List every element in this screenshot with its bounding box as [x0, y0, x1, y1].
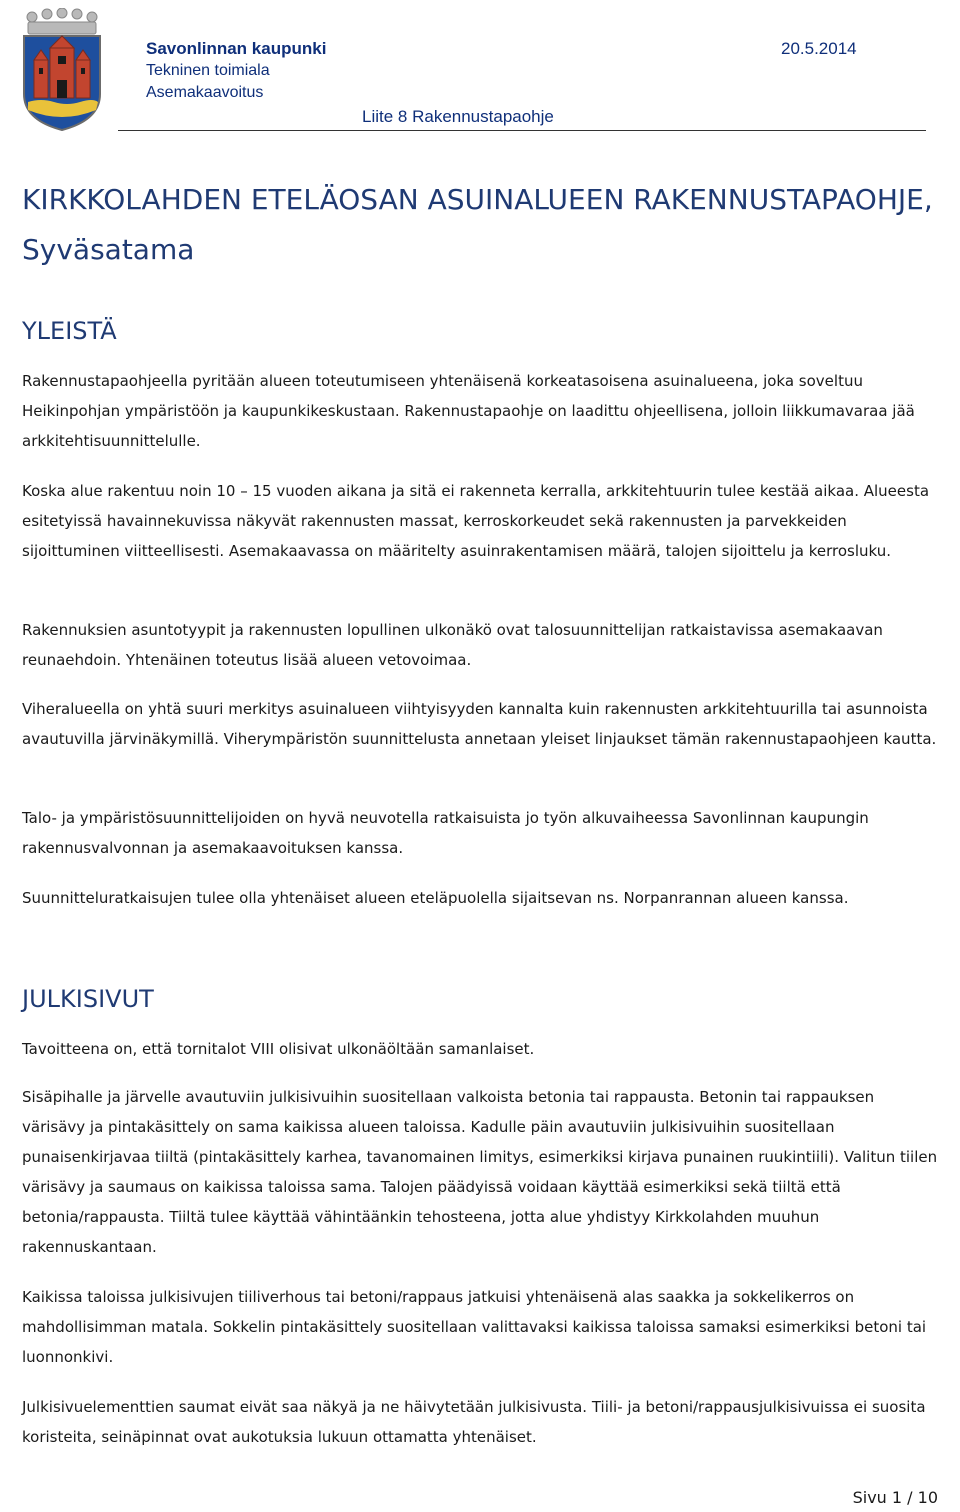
department-name: Tekninen toimiala — [146, 62, 270, 79]
section-heading-julkisivut: JULKISIVUT — [22, 985, 154, 1013]
appendix-label: Liite 8 Rakennustapaohje — [362, 107, 554, 126]
organization-block — [146, 38, 326, 104]
section-heading-yleista: YLEISTÄ — [22, 317, 117, 345]
savonlinna-coat-of-arms-icon — [20, 8, 104, 132]
document-title-line2: Syväsatama — [22, 233, 195, 266]
paragraph: Sisäpihalle ja järvelle avautuviin julkisivuihin suositellaan valkoista betonia tai rappausta. Betonin tai rappauksen värisävy ja pintakäsittely on sama kaikissa alueen taloissa. Kadulle päin avautuviin julkisivuihin suositellaan punaisenkirjavaa tiiltä (pintakäsittely karhea, tavanomainen limitys, esimerkiksi kirjava punainen ruukintiili). Valitun tiilen värisävy ja saumaus on kaikissa taloissa sama. Talojen päädyissä voidaan käyttää esimerkiksi sekä tiiltä että betonia/rappausta. Tiiltä tulee käyttää vähintäänkin tehosteena, jotta alue yhdistyy Kirkkolahden muuhun rakennuskantaan. — [22, 1088, 938, 1256]
paragraph: Viheralueella on yhtä suuri merkitys asuinalueen viihtyisyyden kannalta kuin rakennusten arkkitehtuurilla tai asunnoista avautuvilla järvinäkymillä. Viherympäristön suunnittelusta annetaan yleiset linjaukset tämän rakennustapaohjeen kautta. — [22, 700, 937, 748]
page-number: Sivu 1 / 10 — [852, 1488, 938, 1507]
paragraph: Suunnitteluratkaisujen tulee olla yhtenäiset alueen eteläpuolella sijaitsevan ns. Norpanrannan alueen kanssa. — [22, 889, 849, 907]
paragraph: Rakennustapaohjeella pyritään alueen toteutumiseen yhtenäisenä korkeatasoisena asuinalueena, joka soveltuu Heikinpohjan ympäristöön ja kaupunkikeskustaan. Rakennustapaohje on laadittu ohjeellisena, jolloin liikkumavaraa jää arkkitehtisuunnittelulle. — [22, 372, 915, 450]
document-title-line1: KIRKKOLAHDEN ETELÄOSAN ASUINALUEEN RAKENNUSTAPAOHJE, — [22, 183, 933, 216]
paragraph: Tavoitteena on, että tornitalot VIII olisivat ulkonäöltään samanlaiset. — [22, 1040, 535, 1058]
header-divider — [118, 130, 926, 131]
paragraph: Julkisivuelementtien saumat eivät saa näkyä ja ne häivytetään julkisivusta. Tiili- ja betoni/rappausjulkisivuissa ei suosita koristeita, seinäpinnat ovat aukotuksia lukuun ottamatta yhtenäiset. — [22, 1398, 926, 1446]
organization-name: Savonlinnan kaupunki — [146, 39, 327, 58]
paragraph: Rakennuksien asuntotyypit ja rakennusten lopullinen ulkonäkö ovat talosuunnittelijan ratkaistavissa asemakaavan reunaehdoin. Yhtenäinen toteutus lisää alueen vetovoimaa. — [22, 621, 883, 669]
document-date: 20.5.2014 — [781, 39, 857, 58]
paragraph: Kaikissa taloissa julkisivujen tiiliverhous tai betoni/rappaus jatkuisi yhtenäisenä alas saakka ja sokkelikerros on mahdollisimman matala. Sokkelin pintakäsittely suositellaan valittavaksi kaikissa taloissa samaksi esimerkiksi betoni tai luonnonkivi. — [22, 1288, 927, 1366]
paragraph: Talo- ja ympäristösuunnittelijoiden on hyvä neuvotella ratkaisuista jo työn alkuvaiheessa Savonlinnan kaupungin rakennusvalvonnan ja asemakaavoituksen kanssa. — [22, 809, 869, 857]
paragraph: Koska alue rakentuu noin 10 – 15 vuoden aikana ja sitä ei rakenneta kerralla, arkkitehtuurin tulee kestää aikaa. Alueesta esitetyissä havainnekuvissa näkyvät rakennusten massat, kerroskorkeudet sekä rakennusten ja parvekkeiden sijoittuminen viitteellisesti. Asemakaavassa on määritelty asuinrakentamisen määrä, talojen sijoittelu ja kerrosluku. — [22, 482, 930, 560]
unit-name: Asemakaavoitus — [146, 84, 264, 101]
